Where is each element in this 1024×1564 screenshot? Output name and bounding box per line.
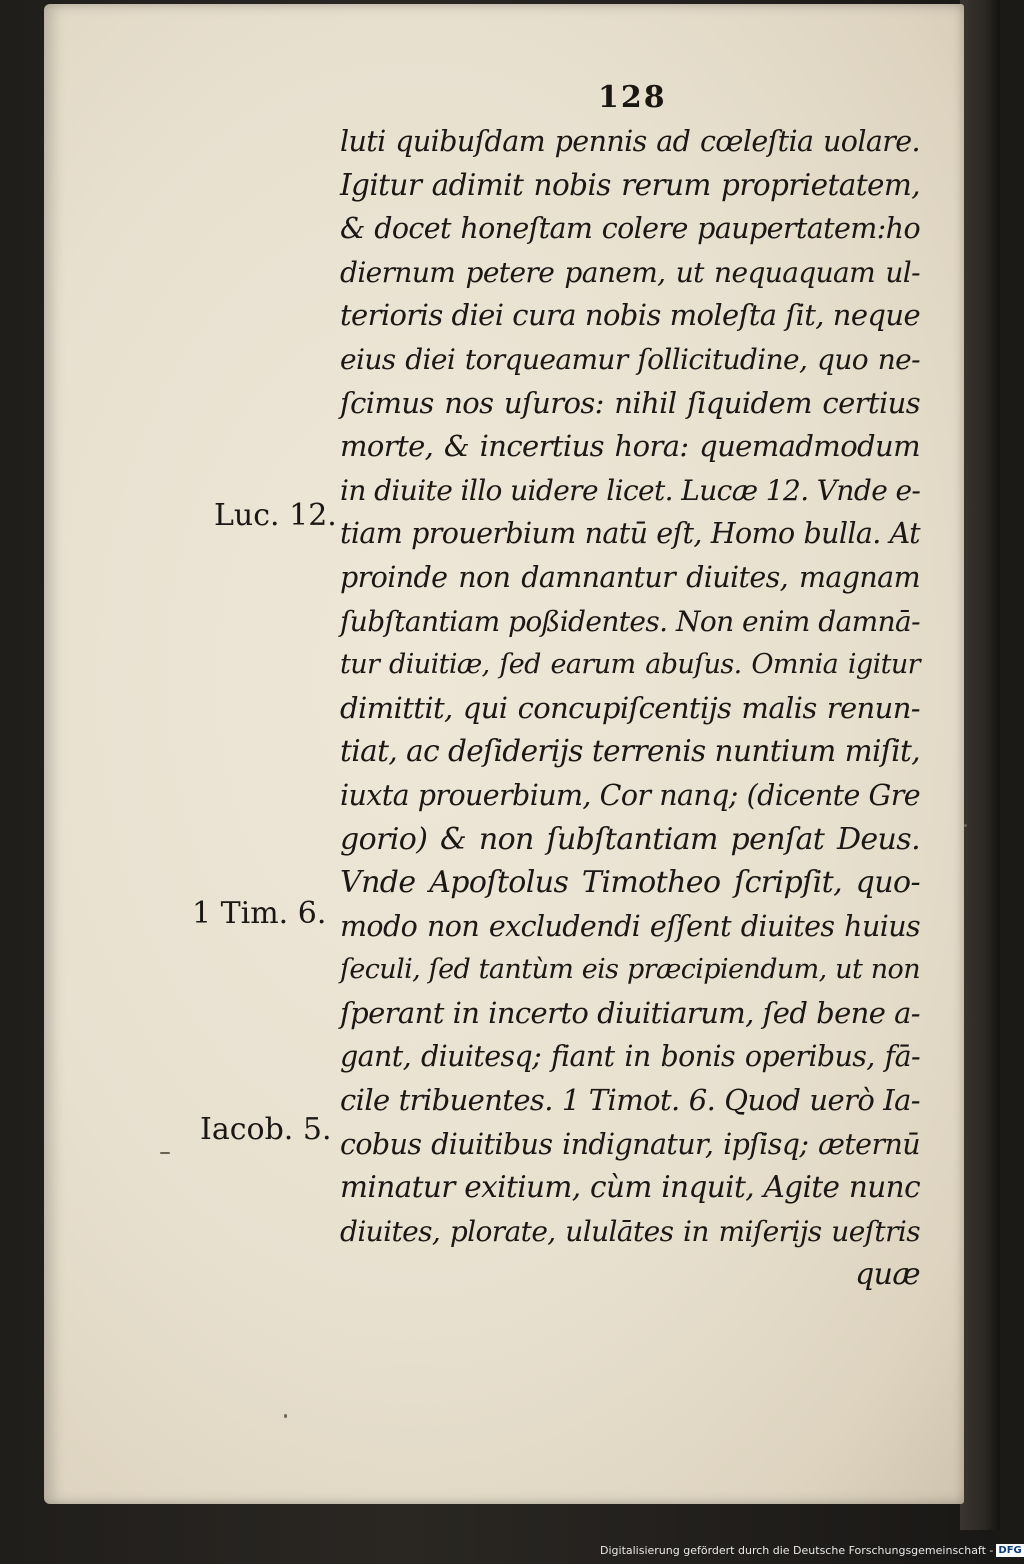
text-line: tiam prouerbium natū eſt, Homo bulla. At	[340, 517, 920, 551]
paper-speck	[160, 1152, 170, 1154]
text-line: ſperant in incerto diuitiarum, ſed bene a-	[340, 995, 920, 1030]
text-line: gorio) & non ſubſtantiam penſat Deus.	[340, 821, 920, 857]
text-line: dimittit, qui concupiſcentijs malis renun-	[340, 690, 920, 725]
text-line: ſubſtantiam poßidentes. Non enim damnā-	[340, 604, 920, 638]
text-line: tiat, ac deſiderijs terrenis nuntium miſit,	[340, 734, 920, 769]
text-line: tur diuitiæ, ſed earum abuſus. Omnia igitur	[340, 649, 920, 681]
text-line: Igitur adimit nobis rerum proprietatem,	[340, 167, 920, 202]
text-line: in diuite illo uidere licet. Lucæ 12. Vnde e-	[340, 473, 921, 507]
margin-note-luke: Luc. 12.	[214, 498, 337, 533]
text-line: cile tribuentes. 1 Timot. 6. Quod uerò Ia-	[340, 1083, 920, 1118]
text-line: modo non excludendi eſſent diuites huius	[340, 909, 920, 943]
dfg-logo: DFG	[998, 1545, 1022, 1556]
text-line: ſcimus nos uſuros: nihil ſiquidem certius	[340, 385, 920, 420]
catchword: quæ	[855, 1257, 920, 1293]
text-line: proinde non damnantur diuites, magnam	[340, 560, 920, 594]
text-line: gant, diuitesq; fiant in bonis operibus, fā-	[340, 1040, 920, 1074]
margin-note-james: Iacob. 5.	[200, 1112, 332, 1147]
text-line: diuites, plorate, ululātes in miſerijs ueſtris	[340, 1214, 920, 1248]
text-line: iuxta prouerbium, Cor nanq; (dicente Gre	[340, 778, 920, 812]
margin-note-timothy: 1 Tim. 6.	[192, 896, 327, 931]
paper-speck	[284, 1414, 287, 1418]
body-text	[340, 120, 920, 1297]
text-line: cobus diuitibus indignatur, ipſisq; æternū	[340, 1127, 920, 1161]
text-line: morte, & incertius hora: quemadmodum	[340, 429, 920, 464]
footer-credit-text: Digitalisierung gefördert durch die Deutsche Forschungsgemeinschaft -	[600, 1544, 994, 1557]
book-edge	[960, 0, 1000, 1530]
text-line: Vnde Apoſtolus Timotheo ſcripſit, quo-	[340, 865, 920, 901]
text-line: & docet honeſtam colere paupertatem:ho	[340, 212, 920, 246]
text-line: minatur exitium, cùm inquit, Agite nunc	[340, 1170, 920, 1205]
page-number: 128	[598, 80, 667, 115]
paper-speck	[964, 824, 967, 827]
text-line: terioris diei cura nobis moleſta ſit, neque	[340, 298, 920, 333]
text-line: ſeculi, ſed tantùm eis præcipiendum, ut non	[340, 954, 920, 986]
text-line: eius diei torqueamur ſollicitudine, quo ne-	[340, 342, 920, 376]
digitization-footer	[600, 1544, 1024, 1557]
text-line: diernum petere panem, ut nequaquam ul-	[340, 255, 920, 289]
text-line: luti quibuſdam pennis ad cœleſtia uolare.	[340, 125, 920, 158]
